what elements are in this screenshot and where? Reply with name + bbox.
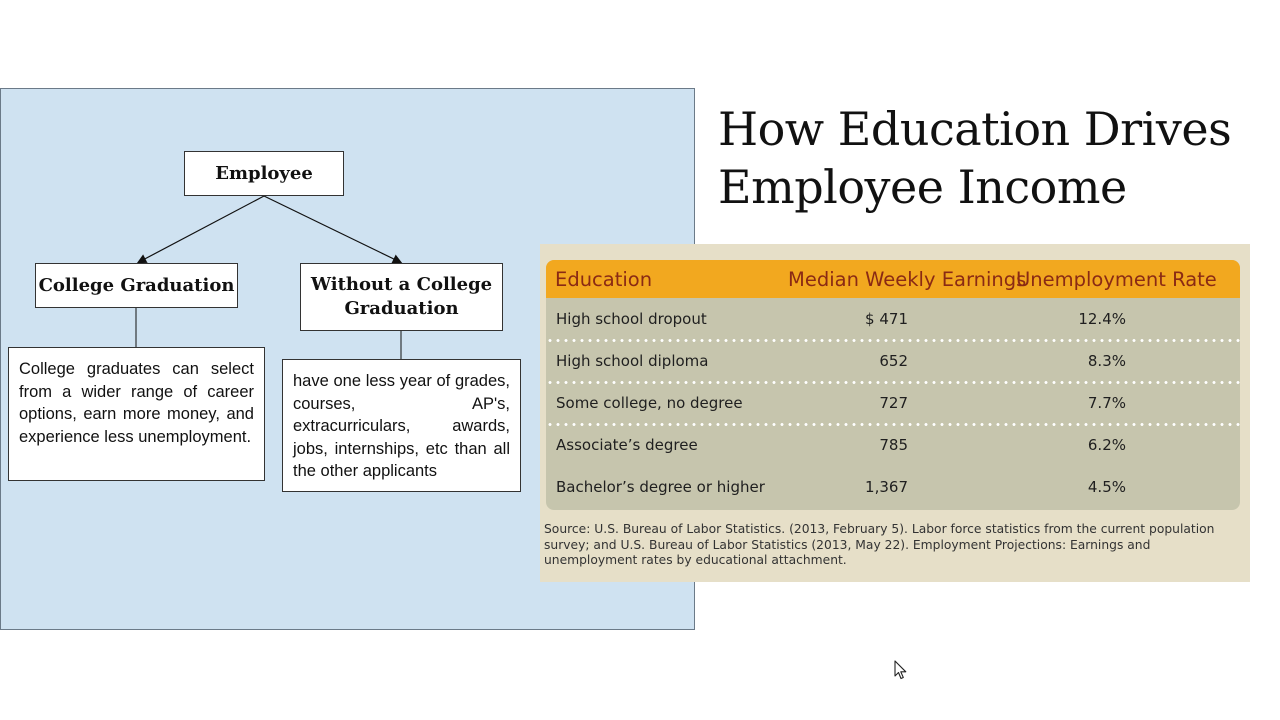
table-row: [546, 382, 1240, 424]
title-line-1: How Education Drives: [718, 102, 1232, 156]
earnings-table: [546, 260, 1240, 510]
title-line-2: Employee Income: [718, 160, 1127, 214]
cell-earnings: 785: [879, 436, 908, 454]
mouse-pointer-icon: [894, 660, 908, 680]
cell-education: Bachelor’s degree or higher: [556, 478, 765, 496]
header-unemployment-rate: Unemployment Rate: [1016, 267, 1217, 291]
header-median-weekly-earnings: Median Weekly Earnings: [788, 267, 1027, 291]
cell-unemployment: 12.4%: [1078, 310, 1126, 328]
cell-education: Some college, no degree: [556, 394, 743, 412]
cell-education: High school diploma: [556, 352, 709, 370]
cell-unemployment: 4.5%: [1087, 478, 1126, 496]
table-row: [546, 424, 1240, 466]
slide-title: [718, 100, 1258, 216]
cell-earnings: 727: [879, 394, 908, 412]
cell-education: High school dropout: [556, 310, 707, 328]
cell-earnings: $ 471: [865, 310, 908, 328]
table-header: [546, 260, 1240, 298]
table-row: [546, 298, 1240, 340]
without-college-description: have one less year of grades, courses, AP's, extracurriculars, awards, jobs, internships, etc than all the other applicants: [282, 359, 521, 492]
cell-unemployment: 6.2%: [1087, 436, 1126, 454]
college-description: College graduates can select from a wider range of career options, earn more money, and experience less unemployment.: [8, 347, 265, 481]
earnings-table-image: [540, 244, 1250, 582]
header-education: Education: [555, 267, 653, 291]
table-source-citation: Source: U.S. Bureau of Labor Statistics. (2013, February 5). Labor force statistics from the current population survey; and U.S. Bureau of Labor Statistics (2013, May 22). Employment Projections: Earnings and unemployment rates by educational attachment.: [544, 522, 1215, 567]
node-without-college-graduation: Without a College Graduation: [300, 263, 503, 331]
cell-education: Associate’s degree: [556, 436, 698, 454]
cell-unemployment: 8.3%: [1087, 352, 1126, 370]
cell-earnings: 1,367: [865, 478, 908, 496]
cell-earnings: 652: [879, 352, 908, 370]
cell-unemployment: 7.7%: [1087, 394, 1126, 412]
node-college-graduation: College Graduation: [35, 263, 238, 308]
table-row: [546, 466, 1240, 508]
table-row: [546, 340, 1240, 382]
node-employee: Employee: [184, 151, 344, 196]
